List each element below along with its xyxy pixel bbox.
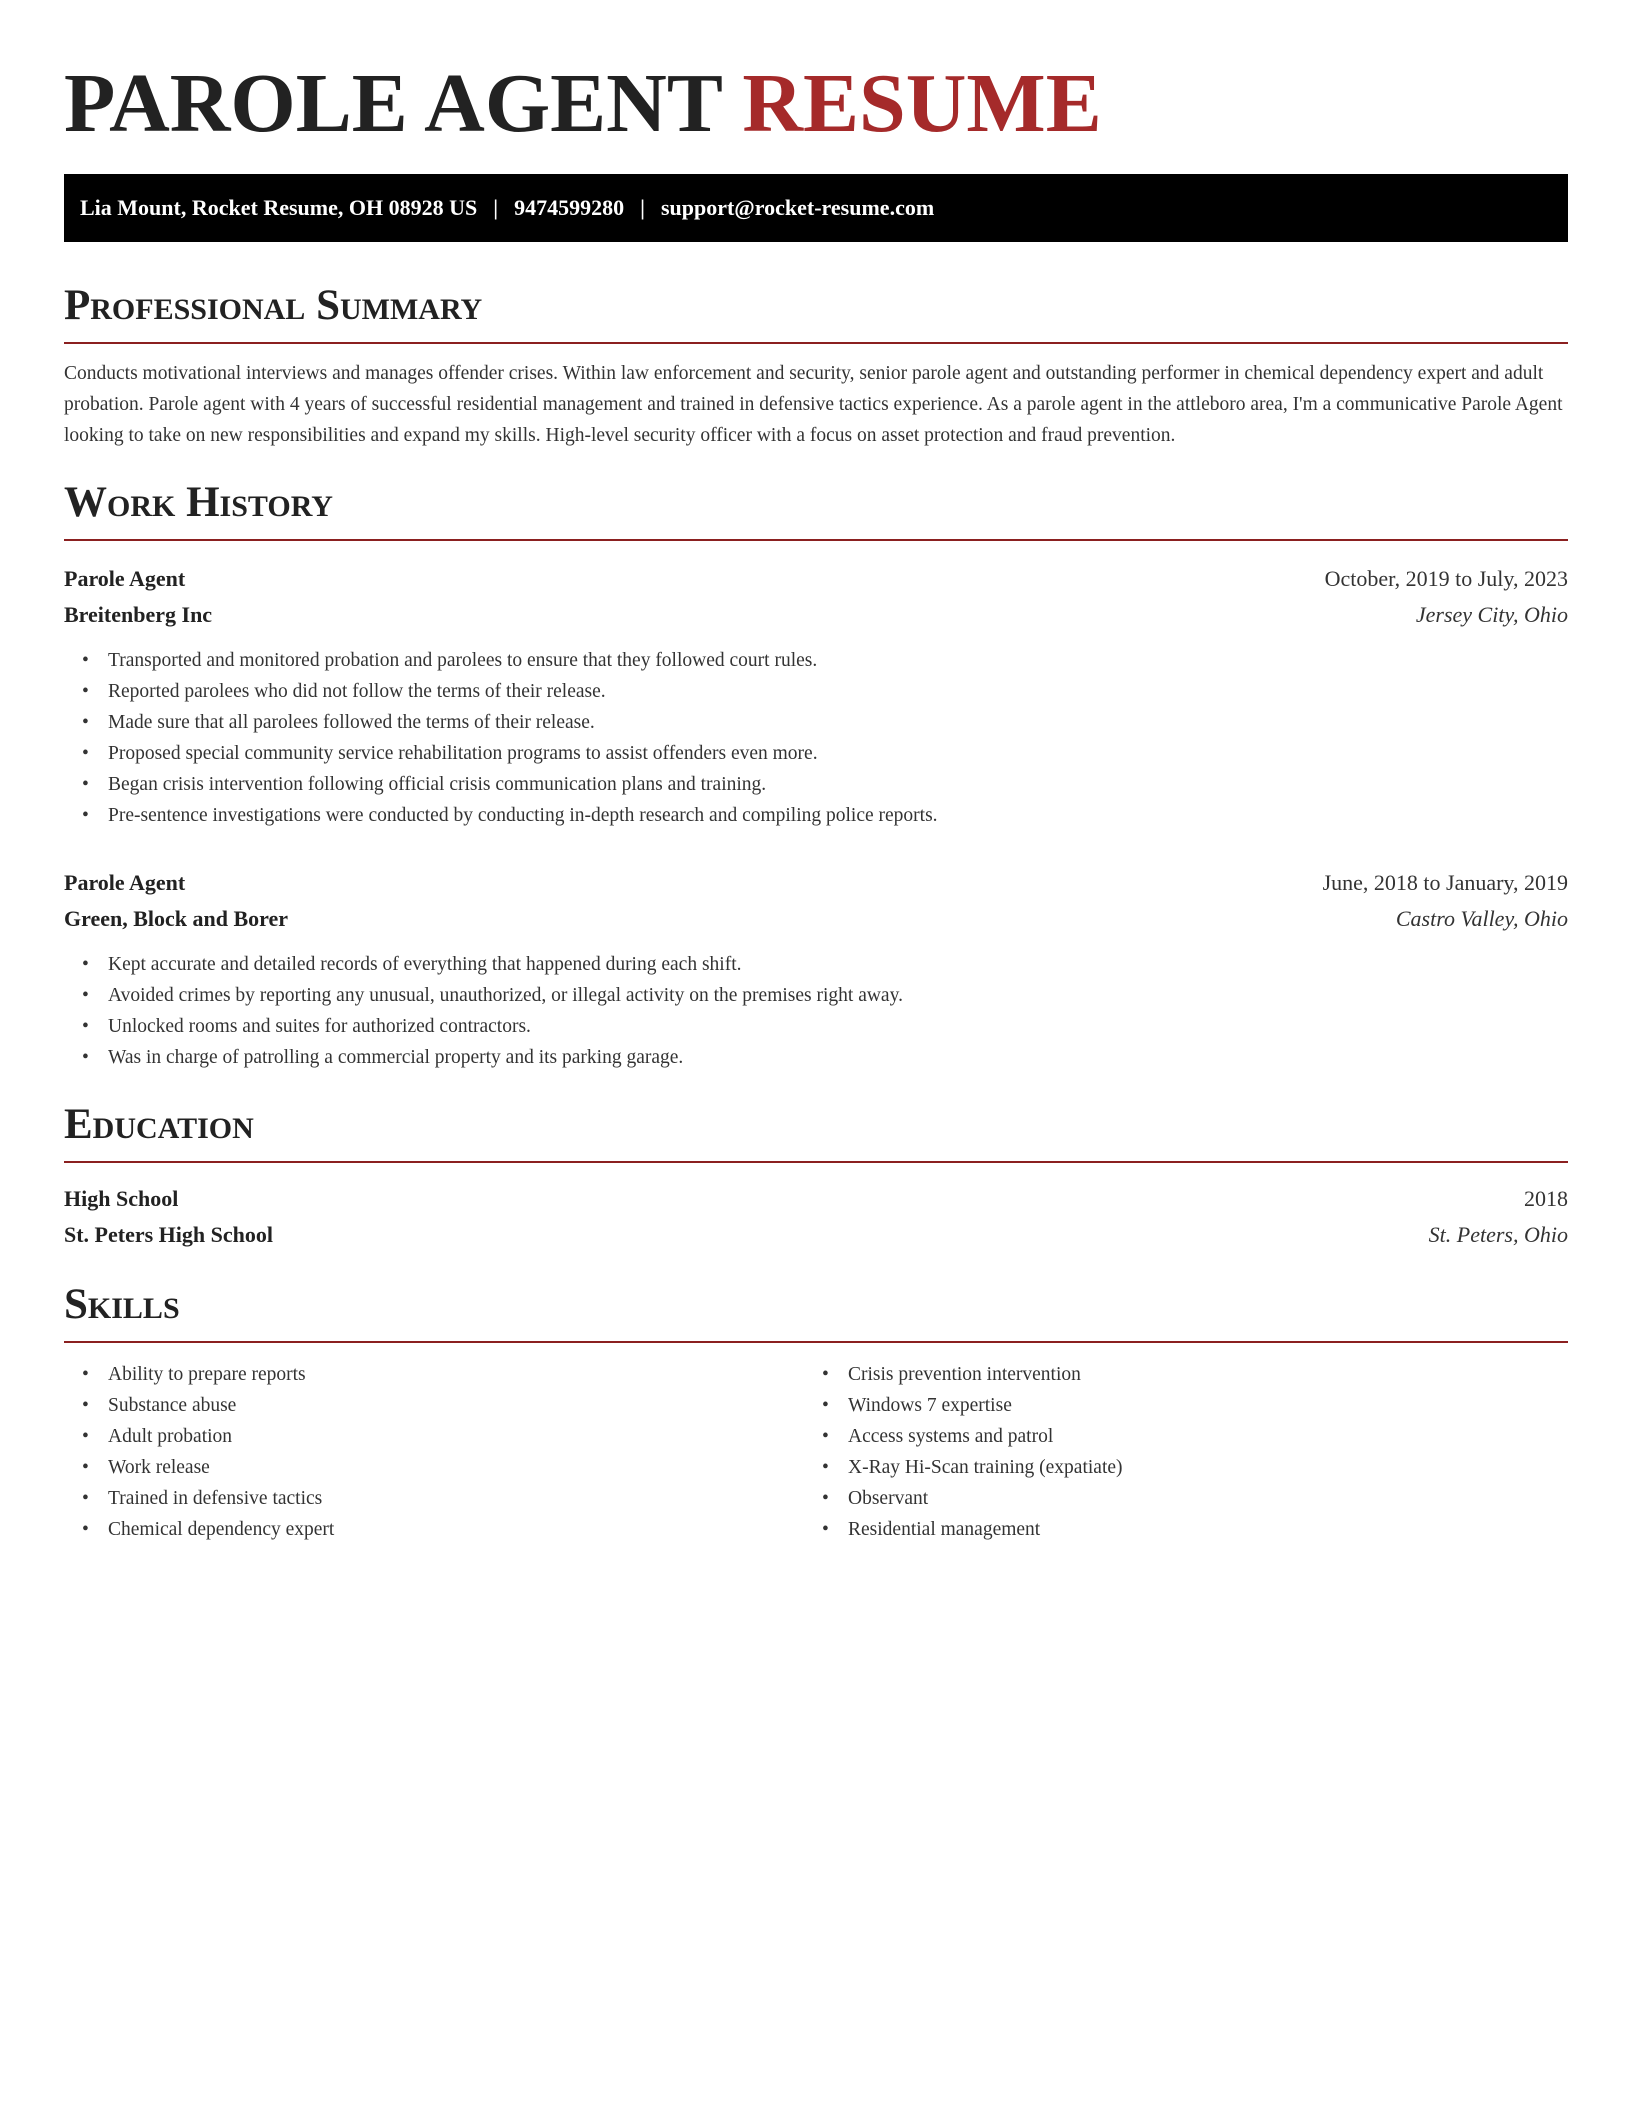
list-item: • Began crisis intervention following official crisis communication plans and training. bbox=[82, 769, 1568, 800]
list-item: • Transported and monitored probation and parolees to ensure that they followed court rules. bbox=[82, 645, 1568, 676]
list-item: • Avoided crimes by reporting any unusual, unauthorized, or illegal activity on the premises right away. bbox=[82, 980, 1568, 1011]
education-location: St. Peters, Ohio bbox=[1428, 1222, 1568, 1247]
job-location: Jersey City, Ohio bbox=[1415, 602, 1568, 627]
skill-item: • Windows 7 expertise bbox=[822, 1390, 1544, 1421]
job-title: Parole Agent bbox=[64, 870, 186, 895]
list-item: • Reported parolees who did not follow the terms of their release. bbox=[82, 676, 1568, 707]
education-section bbox=[64, 1099, 1568, 1253]
education-entry bbox=[64, 1181, 1568, 1253]
education-heading: Education bbox=[64, 1099, 1568, 1163]
list-item: • Proposed special community service rehabilitation programs to assist offenders even more. bbox=[82, 738, 1568, 769]
education-header-row bbox=[64, 1181, 1568, 1217]
list-item: • Kept accurate and detailed records of everything that happened during each shift. bbox=[82, 949, 1568, 980]
contact-phone: 9474599280 bbox=[514, 195, 625, 220]
summary-heading: Professional Summary bbox=[64, 280, 1568, 344]
job-dates: June, 2018 to January, 2019 bbox=[1322, 870, 1568, 895]
resume-title bbox=[64, 58, 1568, 150]
education-school: St. Peters High School bbox=[64, 1222, 273, 1247]
job-company-row bbox=[64, 901, 1568, 937]
list-item: • Unlocked rooms and suites for authorized contractors. bbox=[82, 1011, 1568, 1042]
work-history-heading: Work History bbox=[64, 477, 1568, 541]
job-bullets bbox=[64, 949, 1568, 1073]
title-accent: RESUME bbox=[742, 57, 1102, 150]
job-entry bbox=[64, 865, 1568, 1073]
skills-section bbox=[64, 1279, 1568, 1545]
work-history-section bbox=[64, 477, 1568, 1073]
skill-item: • Chemical dependency expert bbox=[82, 1514, 804, 1545]
skill-item: • Work release bbox=[82, 1452, 804, 1483]
job-header-row bbox=[64, 561, 1568, 597]
summary-text: Conducts motivational interviews and manages offender crises. Within law enforcement and security, senior parole agent and outstanding performer in chemical dependency expert and adult probation. Parole agent with 4 years of successful residential management and trained in defensive tactics experience. As a parole agent in the attleboro area, I'm a communicative Parole Agent looking to take on new responsibilities and expand my skills. High-level security officer with a focus on asset protection and fraud prevention. bbox=[64, 363, 1563, 446]
skills-right-list bbox=[804, 1359, 1544, 1545]
education-school-row bbox=[64, 1217, 1568, 1253]
job-company: Green, Block and Borer bbox=[64, 906, 289, 931]
list-item: • Was in charge of patrolling a commercial property and its parking garage. bbox=[82, 1042, 1568, 1073]
skills-grid bbox=[64, 1359, 1568, 1545]
job-company-row bbox=[64, 597, 1568, 633]
job-dates: October, 2019 to July, 2023 bbox=[1324, 566, 1568, 591]
list-item: • Made sure that all parolees followed the terms of their release. bbox=[82, 707, 1568, 738]
skill-item: • Adult probation bbox=[82, 1421, 804, 1452]
job-title: Parole Agent bbox=[64, 566, 186, 591]
skill-item: • X-Ray Hi-Scan training (expatiate) bbox=[822, 1452, 1544, 1483]
skill-item: • Substance abuse bbox=[82, 1390, 804, 1421]
skill-item: • Ability to prepare reports bbox=[82, 1359, 804, 1390]
skill-item: • Trained in defensive tactics bbox=[82, 1483, 804, 1514]
contact-bar bbox=[64, 174, 1568, 242]
education-year: 2018 bbox=[1524, 1186, 1568, 1211]
job-bullets bbox=[64, 645, 1568, 831]
job-company: Breitenberg Inc bbox=[64, 602, 213, 627]
title-main: PAROLE AGENT bbox=[64, 57, 722, 150]
resume-page bbox=[64, 0, 1568, 1545]
skill-item: • Crisis prevention intervention bbox=[822, 1359, 1544, 1390]
skills-left-list bbox=[64, 1359, 804, 1545]
job-entry bbox=[64, 561, 1568, 831]
contact-separator: | bbox=[493, 195, 499, 220]
skill-item: • Access systems and patrol bbox=[822, 1421, 1544, 1452]
contact-email: support@rocket-resume.com bbox=[660, 195, 935, 220]
job-header-row bbox=[64, 865, 1568, 901]
contact-separator: | bbox=[640, 195, 645, 220]
skill-item: • Observant bbox=[822, 1483, 1544, 1514]
skill-item: • Residential management bbox=[822, 1514, 1544, 1545]
list-item: • Pre-sentence investigations were conducted by conducting in-depth research and compiling police reports. bbox=[82, 800, 1568, 831]
job-location: Castro Valley, Ohio bbox=[1395, 906, 1568, 931]
contact-address: Lia Mount, Rocket Resume, OH 08928 US bbox=[80, 195, 478, 220]
education-degree: High School bbox=[64, 1186, 179, 1211]
summary-section bbox=[64, 280, 1568, 451]
skills-heading: Skills bbox=[64, 1279, 1568, 1343]
